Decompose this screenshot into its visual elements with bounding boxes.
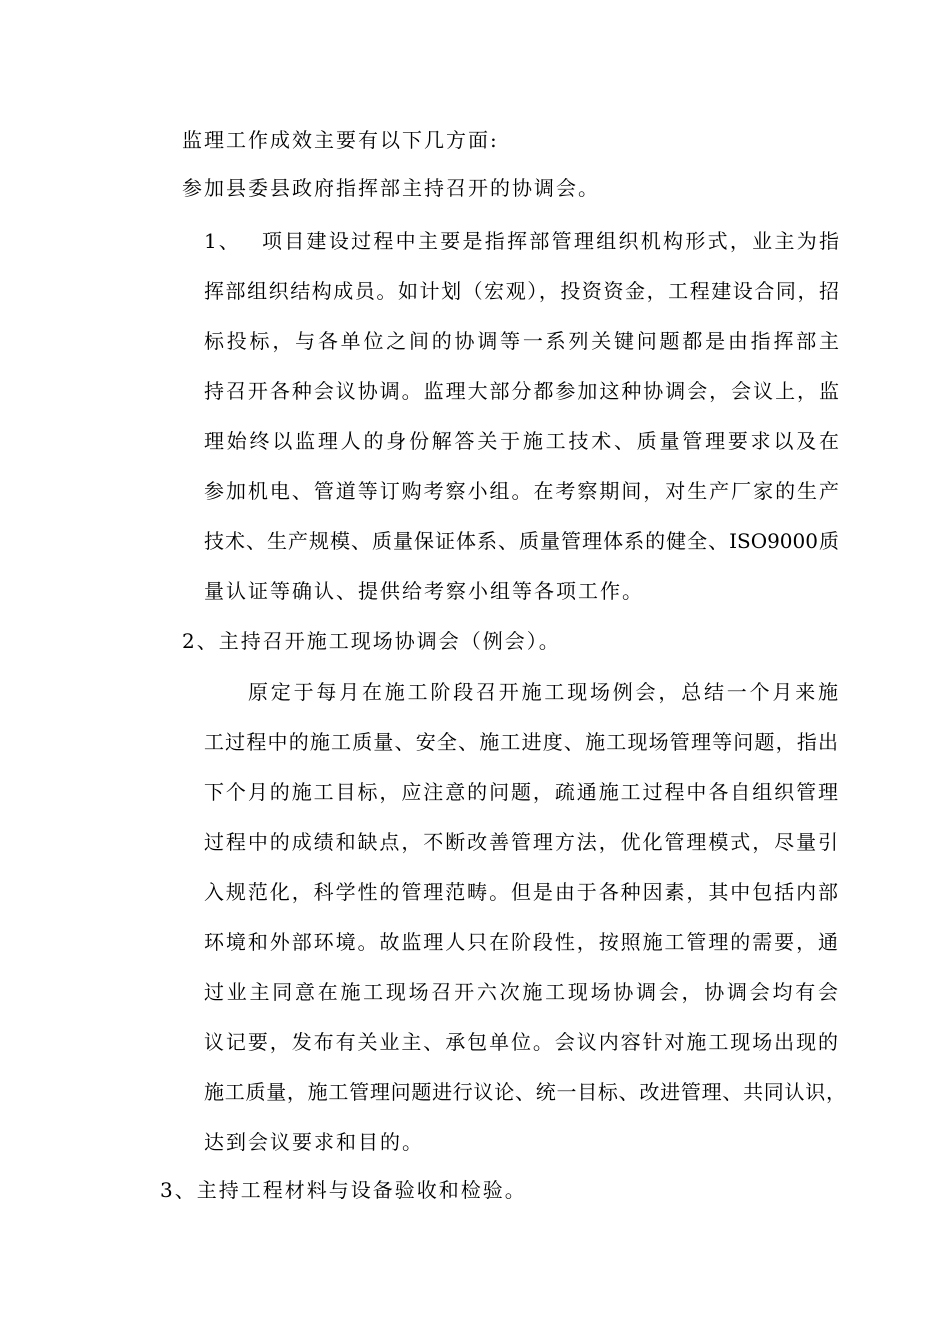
item2-line-2: 工过程中的施工质量、安全、施工进度、施工现场管理等问题，指出 (204, 730, 838, 754)
item2-line-8: 议记要，发布有关业主、承包单位。会议内容针对施工现场出现的 (204, 1030, 838, 1054)
item2-line-3: 下个月的施工目标，应注意的问题，疏通施工过程中各自组织管理 (204, 780, 838, 804)
item1-number: 1、 (204, 229, 241, 253)
item2-line-10: 达到会议要求和目的。 (204, 1130, 424, 1154)
item2-line-1: 原定于每月在施工阶段召开施工现场例会，总结一个月来施 (248, 680, 838, 704)
item2-line-5: 入规范化，科学性的管理范畴。但是由于各种因素，其中包括内部 (204, 880, 838, 904)
item2-heading: 2、主持召开施工现场协调会（例会）。 (182, 629, 561, 653)
item1-line-3: 标投标，与各单位之间的协调等一系列关键问题都是由指挥部主 (204, 329, 839, 353)
item1-line-4: 持召开各种会议协调。监理大部分都参加这种协调会，会议上，监 (204, 379, 839, 403)
item1-line-6: 参加机电、管道等订购考察小组。在考察期间，对生产厂家的生产 (204, 479, 839, 503)
item1-line-8: 量认证等确认、提供给考察小组等各项工作。 (204, 579, 644, 603)
item2-line-9: 施工质量，施工管理问题进行议论、统一目标、改进管理、共同认识， (204, 1080, 846, 1104)
item2-line-6: 环境和外部环境。故监理人只在阶段性，按照施工管理的需要，通 (204, 930, 838, 954)
subtitle-line: 参加县委县政府指挥部主持召开的协调会。 (182, 176, 600, 200)
item2-line-4: 过程中的成绩和缺点，不断改善管理方法，优化管理模式，尽量引 (204, 830, 838, 854)
item1-line-5: 理始终以监理人的身份解答关于施工技术、质量管理要求以及在 (204, 429, 839, 453)
item1-line-7: 技术、生产规模、质量保证体系、质量管理体系的健全、ISO9000质 (204, 529, 839, 553)
item1-line-2: 挥部组织结构成员。如计划（宏观），投资资金，工程建设合同，招 (204, 279, 839, 303)
item1-line-1: 项目建设过程中主要是指挥部管理组织机构形式，业主为指 (262, 229, 839, 253)
item2-line-7: 过业主同意在施工现场召开六次施工现场协调会，协调会均有会 (204, 980, 838, 1004)
intro-line: 监理工作成效主要有以下几方面: (182, 128, 499, 152)
item3-heading: 3、主持工程材料与设备验收和检验。 (160, 1178, 527, 1202)
